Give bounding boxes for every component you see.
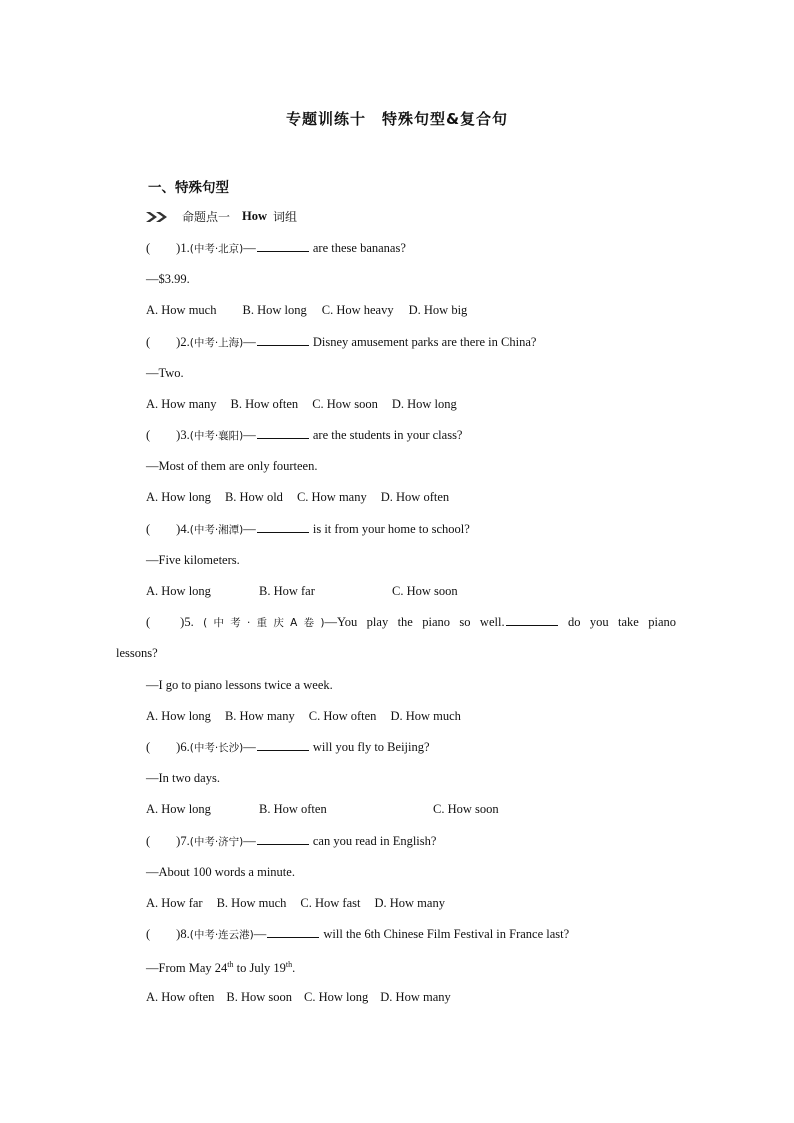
option-b[interactable]: B. How soon bbox=[226, 990, 293, 1004]
question-number: )6. bbox=[176, 740, 190, 754]
question-1: ( )1.(中考·北京)— are these bananas? bbox=[146, 241, 406, 255]
options-line bbox=[146, 801, 499, 817]
question-source: (中考·北京) bbox=[189, 243, 244, 255]
options-line bbox=[146, 396, 457, 412]
dash: — bbox=[243, 428, 256, 442]
question-text: Disney amusement parks are there in China? bbox=[309, 335, 537, 349]
answer-line: —$3.99. bbox=[146, 272, 190, 286]
question-text-cont: do you take piano bbox=[567, 615, 677, 629]
dash: — bbox=[243, 241, 256, 255]
answer-blank[interactable] bbox=[267, 926, 319, 938]
option-a[interactable]: A. How far bbox=[146, 896, 203, 910]
option-b[interactable]: B. How far bbox=[259, 584, 315, 598]
question-number: )2. bbox=[176, 335, 190, 349]
question-6: ( )6.(中考·长沙)— will you fly to Beijing? bbox=[146, 740, 430, 754]
option-d[interactable]: D. How much bbox=[390, 709, 461, 723]
question-text: will you fly to Beijing? bbox=[309, 740, 430, 754]
dash: — bbox=[243, 740, 256, 754]
option-a[interactable]: A. How much bbox=[146, 303, 217, 317]
question-text: can you read in English? bbox=[309, 834, 437, 848]
option-b[interactable]: B. How long bbox=[242, 303, 307, 317]
question-source: (中考·襄阳) bbox=[189, 430, 244, 442]
option-b[interactable]: B. How old bbox=[224, 490, 283, 504]
question-number: )1. bbox=[176, 241, 190, 255]
option-b[interactable]: B. How many bbox=[224, 709, 295, 723]
question-5: ( )5. (中考·重庆A卷)—You play the piano so well. do you take piano bbox=[146, 615, 677, 629]
option-c[interactable]: C. How heavy bbox=[321, 303, 394, 317]
answer-line: —In two days. bbox=[146, 771, 220, 785]
option-c[interactable]: C. How soon bbox=[392, 584, 458, 598]
question-text: are the students in your class? bbox=[309, 428, 463, 442]
keypoint-heading bbox=[146, 208, 297, 225]
option-d[interactable]: D. How many bbox=[374, 896, 445, 910]
answer-blank[interactable] bbox=[257, 739, 309, 751]
option-a[interactable]: A. How long bbox=[146, 584, 211, 598]
option-b[interactable]: B. How often bbox=[259, 802, 327, 816]
option-c[interactable]: C. How fast bbox=[300, 896, 361, 910]
keypoint-how: How bbox=[242, 209, 268, 223]
options-line bbox=[146, 489, 449, 505]
option-d[interactable]: D. How often bbox=[380, 490, 450, 504]
answer-line: —I go to piano lessons twice a week. bbox=[146, 678, 333, 692]
option-c[interactable]: C. How long bbox=[304, 990, 369, 1004]
option-c[interactable]: C. How soon bbox=[312, 397, 378, 411]
question-text: is it from your home to school? bbox=[309, 522, 470, 536]
question-source: (中考·连云港) bbox=[189, 929, 254, 941]
option-a[interactable]: A. How many bbox=[146, 397, 217, 411]
question-7: ( )7.(中考·济宁)— can you read in English? bbox=[146, 834, 437, 848]
question-text: will the 6th Chinese Film Festival in France last? bbox=[320, 927, 570, 941]
options-line bbox=[146, 895, 445, 911]
double-arrow-icon bbox=[146, 210, 170, 224]
question-5-continued: lessons? bbox=[116, 646, 158, 660]
option-a[interactable]: A. How long bbox=[146, 709, 211, 723]
options-line bbox=[146, 989, 451, 1005]
question-3: ( )3.(中考·襄阳)— are the students in your class? bbox=[146, 428, 463, 442]
ordinal-suffix: th bbox=[285, 960, 293, 969]
dash: — bbox=[243, 834, 256, 848]
answer-line: —Five kilometers. bbox=[146, 553, 240, 567]
answer-text: —From May 24 bbox=[146, 961, 228, 976]
question-source: (中考·湘潭) bbox=[189, 524, 244, 536]
question-2: ( )2.(中考·上海)— Disney amusement parks are there in China? bbox=[146, 335, 537, 349]
answer-blank[interactable] bbox=[506, 614, 558, 626]
question-number: )5. bbox=[180, 615, 194, 629]
question-source: (中考·上海) bbox=[189, 337, 244, 349]
question-source: (中考·济宁) bbox=[189, 836, 244, 848]
page-title: 专题训练十 特殊句型&复合句 bbox=[285, 110, 509, 128]
question-number: )8. bbox=[176, 927, 190, 941]
answer-blank[interactable] bbox=[257, 521, 309, 533]
option-c[interactable]: C. How soon bbox=[433, 802, 499, 816]
dash: — bbox=[243, 522, 256, 536]
answer-line: —Two. bbox=[146, 366, 184, 380]
answer-blank[interactable] bbox=[257, 334, 309, 346]
question-number: )4. bbox=[176, 522, 190, 536]
keypoint-suffix: 词组 bbox=[273, 210, 298, 224]
options-line bbox=[146, 302, 467, 318]
dash: — bbox=[243, 335, 256, 349]
answer-line: —About 100 words a minute. bbox=[146, 865, 295, 879]
question-number: )3. bbox=[176, 428, 190, 442]
keypoint-label: 命题点一 bbox=[182, 210, 231, 224]
answer-text: to July 19 bbox=[233, 961, 286, 976]
question-source: (中考·长沙) bbox=[189, 742, 244, 754]
option-d[interactable]: D. How big bbox=[408, 303, 468, 317]
answer-blank[interactable] bbox=[257, 427, 309, 439]
question-source: (中考·重庆A卷) bbox=[203, 617, 325, 629]
question-8: ( )8.(中考·连云港)— will the 6th Chinese Film Festival in France last? bbox=[146, 927, 570, 941]
answer-blank[interactable] bbox=[257, 240, 309, 252]
option-b[interactable]: B. How often bbox=[230, 397, 299, 411]
dash: — bbox=[253, 927, 267, 941]
options-line bbox=[146, 708, 461, 724]
option-d[interactable]: D. How long bbox=[391, 397, 457, 411]
option-a[interactable]: A. How long bbox=[146, 802, 211, 816]
question-text: —You play the piano so well. bbox=[324, 615, 505, 629]
answer-line bbox=[146, 957, 295, 976]
option-c[interactable]: C. How often bbox=[308, 709, 377, 723]
option-c[interactable]: C. How many bbox=[296, 490, 367, 504]
option-a[interactable]: A. How often bbox=[146, 990, 215, 1004]
ordinal-suffix: th bbox=[227, 960, 234, 969]
answer-blank[interactable] bbox=[257, 833, 309, 845]
section-heading: 一、特殊句型 bbox=[148, 180, 229, 196]
question-4: ( )4.(中考·湘潭)— is it from your home to school? bbox=[146, 522, 470, 536]
answer-text: . bbox=[292, 961, 296, 976]
question-text: are these bananas? bbox=[309, 241, 406, 255]
option-d[interactable]: D. How many bbox=[380, 990, 451, 1004]
answer-line: —Most of them are only fourteen. bbox=[146, 459, 318, 473]
question-number: )7. bbox=[176, 834, 190, 848]
option-a[interactable]: A. How long bbox=[146, 490, 211, 504]
option-b[interactable]: B. How much bbox=[216, 896, 287, 910]
options-line bbox=[146, 583, 458, 599]
